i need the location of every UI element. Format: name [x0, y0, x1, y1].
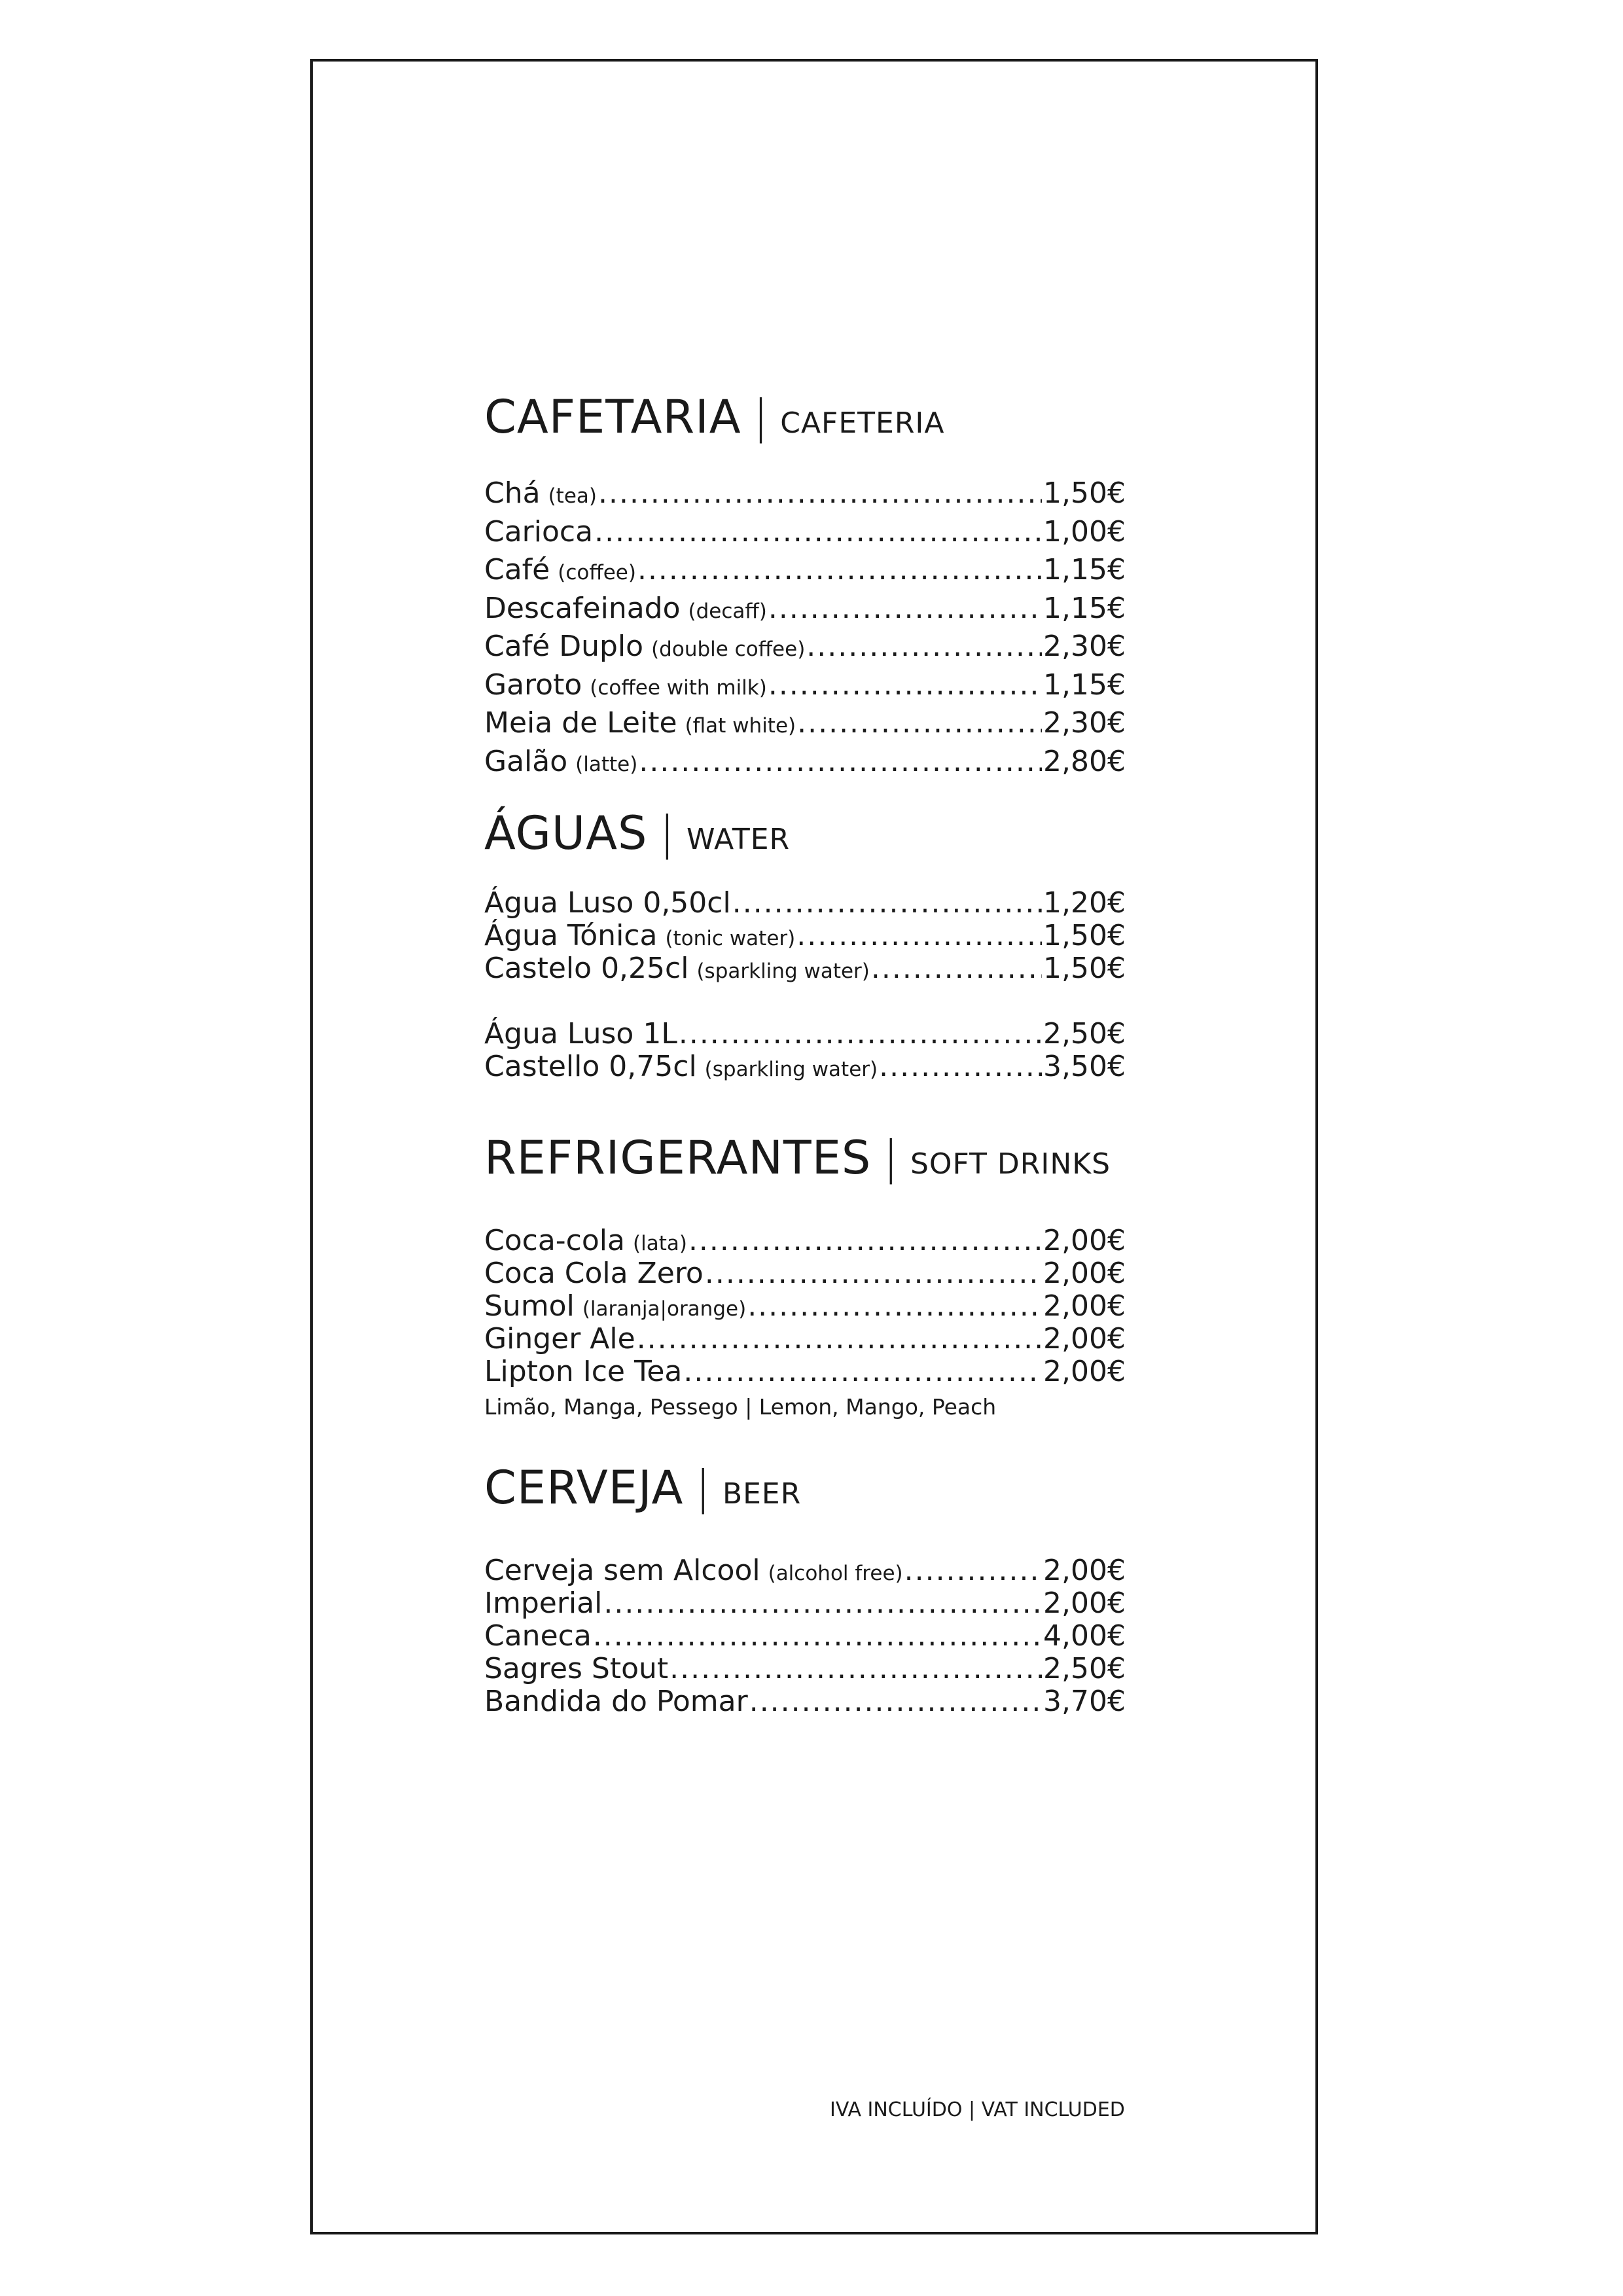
menu-item: [484, 1322, 1126, 1355]
item-name: Água Luso 0,50cl: [484, 886, 731, 919]
menu-item: [484, 745, 1126, 783]
item-name: Ginger Ale: [484, 1322, 635, 1355]
item-price: 1,15€: [1043, 591, 1126, 625]
menu-item: [484, 1587, 1126, 1619]
item-translation: (latte): [575, 752, 638, 776]
item-name: Água Tónica: [484, 919, 658, 952]
section-title-main: CERVEJA: [484, 1461, 684, 1515]
item-name: Castello 0,75cl: [484, 1050, 697, 1083]
item-gap: [484, 984, 1126, 1017]
dot-leader: [593, 1619, 1042, 1652]
dot-leader: [637, 553, 1042, 586]
item-name: Caneca: [484, 1619, 592, 1652]
menu-item: [484, 1289, 1126, 1322]
item-price: 1,20€: [1043, 886, 1126, 919]
item-price: 2,30€: [1043, 630, 1126, 663]
item-price: 1,00€: [1043, 514, 1126, 548]
menu-item: [484, 886, 1126, 919]
item-translation: (sparkling water): [696, 960, 870, 983]
title-separator: |: [753, 390, 769, 444]
section-cafetaria: [484, 390, 1126, 783]
menu-item: [484, 1355, 1126, 1388]
dot-leader: [732, 886, 1042, 919]
item-name: Imperial: [484, 1587, 603, 1619]
section-title: [484, 806, 1126, 860]
section-title-sub: BEER: [722, 1477, 802, 1511]
menu-item: [484, 1224, 1126, 1257]
item-price: 1,50€: [1043, 476, 1126, 510]
item-name: Sagres Stout: [484, 1652, 669, 1685]
item-translation: (double coffee): [651, 637, 806, 661]
menu-item: [484, 553, 1126, 592]
menu-item: [484, 1050, 1126, 1083]
dot-leader: [639, 745, 1042, 778]
item-price: 2,00€: [1043, 1554, 1126, 1587]
section-title-main: CAFETARIA: [484, 390, 741, 444]
item-list: [484, 476, 1126, 783]
item-translation: (tonic water): [665, 927, 796, 950]
menu-item: [484, 630, 1126, 668]
menu-item: [484, 919, 1126, 952]
dot-leader: [797, 706, 1042, 740]
item-price: 2,00€: [1043, 1224, 1126, 1257]
dot-leader: [871, 952, 1042, 984]
menu-item: [484, 1685, 1126, 1717]
section-title-sub: CAFETERIA: [780, 406, 945, 440]
section-title-main: ÁGUAS: [484, 806, 648, 860]
dot-leader: [669, 1652, 1042, 1685]
dot-leader: [603, 1587, 1042, 1619]
item-list: [484, 1224, 1126, 1388]
item-translation: (decaff): [688, 599, 767, 623]
title-separator: |: [695, 1461, 711, 1515]
menu-item: [484, 1619, 1126, 1652]
item-list: [484, 1554, 1126, 1717]
menu-item: [484, 668, 1126, 707]
menu-item: [484, 1017, 1126, 1050]
menu-item: [484, 1554, 1126, 1587]
menu-item: [484, 1257, 1126, 1289]
flavor-note: Limão, Manga, Pessego | Lemon, Mango, Peach: [484, 1394, 997, 1420]
item-name: Bandida do Pomar: [484, 1685, 748, 1717]
item-translation: (flat white): [685, 714, 796, 738]
dot-leader: [705, 1257, 1042, 1289]
item-price: 4,00€: [1043, 1619, 1126, 1652]
menu-item: [484, 515, 1126, 554]
item-name: Meia de Leite: [484, 706, 677, 740]
menu-item: [484, 952, 1126, 984]
menu-item: [484, 476, 1126, 515]
item-translation: (alcohol free): [768, 1562, 903, 1585]
dot-leader: [749, 1685, 1042, 1717]
dot-leader: [683, 1355, 1042, 1388]
dot-leader: [904, 1554, 1042, 1587]
item-name: Galão: [484, 744, 568, 778]
item-name: Água Luso 1L: [484, 1017, 677, 1050]
item-price: 1,15€: [1043, 668, 1126, 702]
dot-leader: [768, 592, 1042, 625]
item-price: 2,00€: [1043, 1355, 1126, 1388]
item-name: Coca Cola Zero: [484, 1257, 704, 1289]
item-price: 3,50€: [1043, 1050, 1126, 1083]
section-title: [484, 390, 1126, 444]
menu-item: [484, 1652, 1126, 1685]
dot-leader: [688, 1224, 1042, 1257]
menu-item: [484, 592, 1126, 630]
item-name: Castelo 0,25cl: [484, 952, 689, 984]
item-price: 2,00€: [1043, 1289, 1126, 1322]
item-list: [484, 886, 1126, 1083]
item-price: 2,00€: [1043, 1257, 1126, 1289]
item-name: Chá: [484, 476, 541, 510]
item-name: Descafeinado: [484, 591, 681, 625]
item-price: 3,70€: [1043, 1685, 1126, 1717]
menu-item: [484, 706, 1126, 745]
item-translation: (coffee with milk): [590, 675, 767, 700]
item-price: 2,50€: [1043, 1652, 1126, 1685]
section-cerveja: [484, 1461, 1126, 1717]
item-translation: (coffee): [558, 561, 636, 584]
item-price: 2,50€: [1043, 1017, 1126, 1050]
item-price: 2,00€: [1043, 1587, 1126, 1619]
item-name: Cerveja sem Alcool: [484, 1554, 760, 1587]
title-separator: |: [659, 806, 675, 860]
item-price: 2,00€: [1043, 1322, 1126, 1355]
item-name: Sumol: [484, 1289, 575, 1322]
item-price: 1,15€: [1043, 553, 1126, 586]
section-aguas: [484, 806, 1126, 1083]
dot-leader: [768, 668, 1042, 702]
item-translation: (tea): [548, 484, 597, 508]
dot-leader: [598, 476, 1042, 510]
item-name: Lipton Ice Tea: [484, 1355, 683, 1388]
item-name: Coca-cola: [484, 1224, 625, 1257]
dot-leader: [637, 1322, 1042, 1355]
dot-leader: [679, 1017, 1042, 1050]
title-separator: |: [883, 1131, 899, 1185]
item-price: 2,30€: [1043, 706, 1126, 740]
item-translation: (lata): [632, 1232, 687, 1255]
section-title-sub: WATER: [687, 823, 791, 856]
item-price: 2,80€: [1043, 744, 1126, 778]
item-name: Café: [484, 553, 550, 586]
dot-leader: [747, 1289, 1042, 1322]
item-translation: (sparkling water): [704, 1058, 878, 1081]
section-title-main: REFRIGERANTES: [484, 1131, 872, 1185]
section-title-sub: SOFT DRINKS: [910, 1147, 1111, 1181]
item-translation: (laranja|orange): [582, 1297, 747, 1321]
section-title: [484, 1461, 1126, 1515]
vat-footer: IVA INCLUÍDO | VAT INCLUDED: [830, 2098, 1125, 2121]
item-name: Garoto: [484, 668, 582, 702]
section-title: [484, 1131, 1126, 1185]
section-refrigerantes: [484, 1131, 1126, 1420]
item-price: 1,50€: [1043, 952, 1126, 984]
item-price: 1,50€: [1043, 919, 1126, 952]
dot-leader: [796, 919, 1042, 952]
dot-leader: [594, 515, 1042, 548]
dot-leader: [879, 1050, 1042, 1083]
dot-leader: [806, 630, 1042, 663]
item-name: Carioca: [484, 514, 594, 548]
item-name: Café Duplo: [484, 630, 644, 663]
